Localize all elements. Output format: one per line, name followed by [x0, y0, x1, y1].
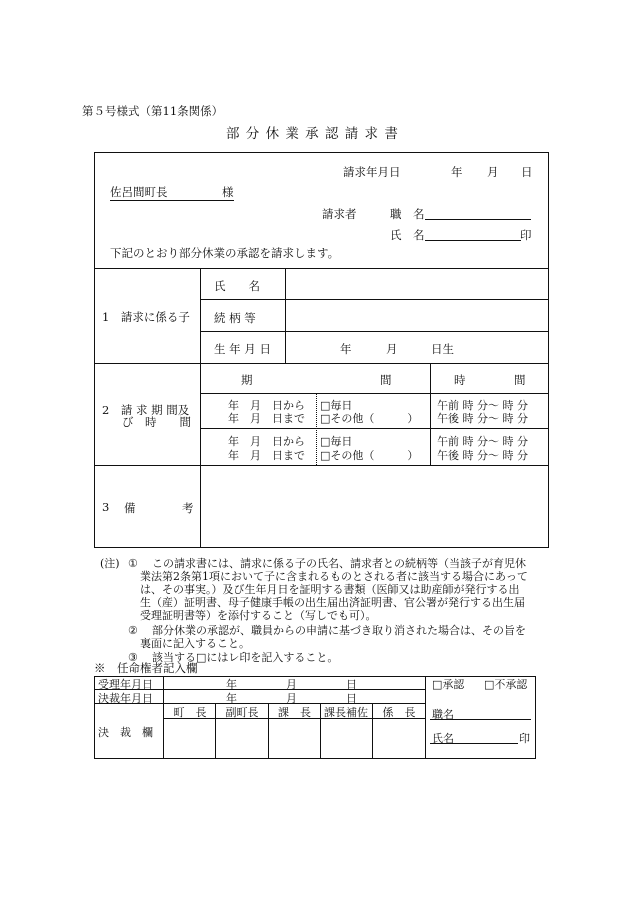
approver-name-field[interactable]: [430, 743, 518, 744]
col-time-2: 間: [514, 373, 526, 387]
col-period-1: 期: [241, 373, 253, 387]
request-date-label: 請求年月日: [343, 165, 401, 179]
note-1-line-2: 業法第2条第1項において子に含まれるものとされる者に該当する場合にあって: [140, 570, 528, 583]
received-month[interactable]: 月: [286, 678, 297, 691]
period-row-1-from[interactable]: 年 月 日から: [228, 399, 305, 412]
decided-day[interactable]: 日: [346, 692, 357, 705]
kessai-label: 決 裁 欄: [98, 726, 153, 739]
section-period-label: 2 請 求 期 間及: [102, 403, 190, 417]
request-date-year[interactable]: 年: [451, 165, 463, 179]
section-period-label-2: び 時 間: [122, 415, 191, 429]
approver-title: ※ 任命権者記入欄: [94, 661, 198, 675]
role-mayor: 町 長: [173, 706, 207, 719]
note-1-line-3: は、その事実。）及び生年月日を証明する書類（医師又は助産師が発行する出: [140, 583, 520, 596]
note-3-line-1: 該当する□にはレ印を記入すること。: [152, 651, 339, 664]
intro-text: 下記のとおり部分休業の承認を請求します。: [110, 246, 340, 260]
section-remarks-char-1: 備: [124, 501, 136, 515]
period-row-2-pm[interactable]: 午後 時 分〜 時 分: [437, 449, 528, 462]
requester-label: 請求者: [322, 207, 357, 221]
col-time-1: 時: [454, 373, 466, 387]
col-period-2: 間: [380, 373, 392, 387]
role-deputy-chief: 課長補佐: [324, 706, 368, 719]
note-1-line-5: 受理証明書等）を添付すること（写しでも可）。: [140, 609, 377, 622]
child-name-label: 氏 名: [214, 279, 260, 293]
decided-month[interactable]: 月: [286, 692, 297, 705]
note-2-mark: ②: [128, 624, 138, 637]
child-name-field[interactable]: [287, 270, 547, 298]
approver-position-label: 職名: [432, 708, 454, 721]
child-birth-label: 生 年 月 日: [214, 342, 271, 356]
birth-year[interactable]: 年: [340, 342, 352, 356]
child-relation-field[interactable]: [287, 301, 547, 330]
role-vice-mayor: 副町長: [225, 706, 259, 719]
honorific: 様: [222, 185, 234, 199]
note-1-line-1: この請求書には、請求に係る子の氏名、請求者との続柄等（当該子が育児休: [152, 557, 526, 570]
addressee: 佐呂間町長: [110, 184, 222, 201]
role-subsection-chief: 係 長: [382, 706, 416, 719]
form-number: 第５号様式（第11条関係）: [82, 104, 224, 118]
notes-prefix: (注): [100, 557, 120, 570]
position-field[interactable]: [425, 219, 531, 220]
received-date-label: 受理年月日: [98, 678, 153, 691]
approve-checkbox[interactable]: □承認: [432, 678, 465, 691]
name-field[interactable]: [425, 240, 521, 241]
approver-position-field[interactable]: [430, 719, 531, 720]
period-row-2-am[interactable]: 午前 時 分〜 時 分: [437, 435, 528, 448]
approver-name-label: 氏名: [432, 732, 454, 745]
disapprove-checkbox[interactable]: □不承認: [484, 678, 528, 691]
section-remarks-num: 3: [102, 500, 110, 514]
decided-date-label: 決裁年月日: [98, 692, 153, 705]
note-2-line-1: 部分休業の承認が、職員からの申請に基づき取り消された場合は、その旨を: [152, 624, 526, 637]
period-row-2-other-checkbox[interactable]: □その他（ ）: [320, 449, 419, 462]
period-row-2-to[interactable]: 年 月 日まで: [228, 449, 305, 462]
note-2-line-2: 裏面に記入すること。: [140, 637, 250, 650]
decided-year[interactable]: 年: [226, 692, 237, 705]
note-1-line-4: 生（産）証明書、母子健康手帳の出生届出済証明書、官公署が発行する出生届: [140, 596, 525, 609]
section-remarks-char-2: 考: [182, 501, 194, 515]
addressee-line: [110, 184, 234, 201]
received-year[interactable]: 年: [226, 678, 237, 691]
position-label: 職 名: [390, 207, 425, 221]
period-row-2-from[interactable]: 年 月 日から: [228, 435, 305, 448]
note-3-mark: ③: [128, 651, 138, 664]
request-date-day[interactable]: 日: [521, 165, 533, 179]
remarks-field[interactable]: [202, 467, 547, 546]
child-relation-label: 続 柄 等: [214, 311, 256, 325]
section-child-label: 1 請求に係る子: [102, 310, 190, 324]
seal-mark: 印: [520, 228, 532, 242]
period-row-1-pm[interactable]: 午後 時 分〜 時 分: [437, 412, 528, 425]
note-1-mark: ①: [128, 557, 138, 570]
name-label: 氏 名: [390, 228, 425, 242]
role-section-chief: 課 長: [278, 706, 311, 719]
period-row-1-daily-checkbox[interactable]: □毎日: [320, 399, 353, 412]
approver-seal: 印: [519, 732, 530, 745]
received-day[interactable]: 日: [346, 678, 357, 691]
request-date-month[interactable]: 月: [487, 165, 499, 179]
birth-month[interactable]: 月: [386, 342, 398, 356]
period-row-1-am[interactable]: 午前 時 分〜 時 分: [437, 399, 528, 412]
period-row-1-other-checkbox[interactable]: □その他（ ）: [320, 412, 419, 425]
period-row-1-to[interactable]: 年 月 日まで: [228, 412, 305, 425]
page-title: 部 分 休 業 承 認 請 求 書: [226, 126, 399, 142]
period-row-2-daily-checkbox[interactable]: □毎日: [320, 435, 353, 448]
birth-day[interactable]: 日生: [431, 342, 454, 356]
